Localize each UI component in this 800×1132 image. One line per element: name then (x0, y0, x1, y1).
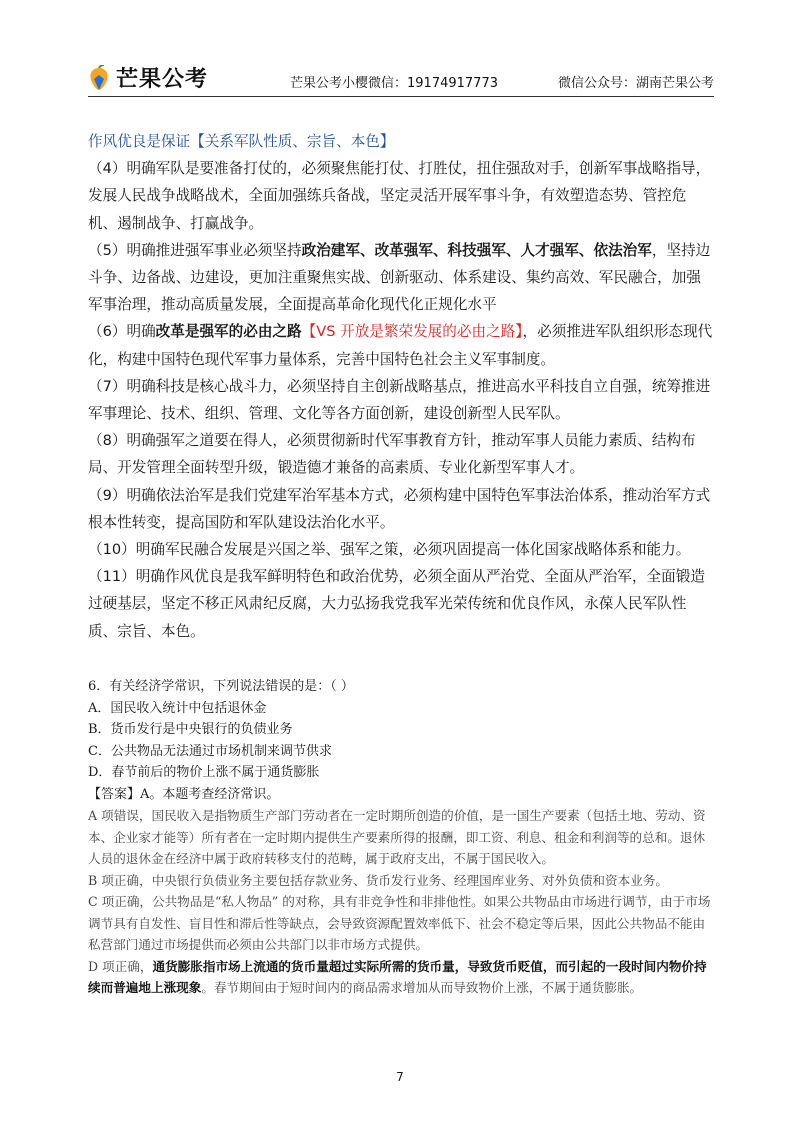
contact-wechat-id: 芒果公考小樱微信：19174917773 (290, 76, 498, 91)
paragraph-intro: 作风优良是保证【关系军队性质、宗旨、本色】 (88, 133, 395, 150)
red-compare-note: 【VS 开放是繁荣发展的必由之路】 (301, 323, 523, 341)
paragraph-8: （8）明确强军之道要在得人，必须贯彻新时代军事教育方针，推动军事人员能力素质、结构布局、开发管理全面转型升级，锻造德才兼备的高素质、专业化新型军事人才。 (88, 432, 696, 477)
question-6 (88, 676, 714, 999)
answer-line: 【答案】A。本题考查经济常识。 (88, 786, 280, 802)
page-number: 7 (396, 1070, 404, 1084)
mango-logo-icon (88, 65, 110, 91)
page-header (88, 62, 714, 96)
bold-definition: 通货膨胀指市场上流通的货币量超过实际所需的货币量，导致货币贬值，而引起的一段时间内物价持续而普遍地上涨现象 (88, 958, 707, 995)
explanation-b: B 项正确，中央银行负债业务主要包括存款业务、货币发行业务、经理国库业务、对外负债和资本业务。 (88, 872, 668, 888)
option-d: D．春节前后的物价上涨不属于通货膨胀 (88, 765, 320, 780)
option-c: C．公共物品无法通过市场机制来调节供求 (88, 743, 332, 759)
explanation-d: D 项正确，通货膨胀指市场上流通的货币量超过实际所需的货币量，导致货币贬值，而引起的一段时间内物价持续而普遍地上涨现象。春节期间由于短时间内的商品需求增加从而导致物价上涨，不属于通货膨胀。 (88, 958, 707, 995)
paragraph-4: （4）明确军队是要准备打仗的，必须聚焦能打仗、打胜仗，扭住强敌对手，创新军事战略指导，发展人民战争战略战术，全面加强练兵备战，坚定灵活开展军事斗争，有效塑造态势、管控危机、遏制战争、打赢战争。 (88, 160, 711, 232)
option-b: B．货币发行是中央银行的负债业务 (88, 722, 293, 737)
paragraph-7: （7）明确科技是核心战斗力，必须坚持自主创新战略基点，推进高水平科技自立自强，统筹推进军事理论、技术、组织、管理、文化等各方面创新，建设创新型人民军队。 (88, 377, 711, 423)
logo-text: 芒果公考 (116, 67, 209, 92)
explanation-c: C 项正确，公共物品是“私人物品” 的对称，具有非竞争性和非排他性。如果公共物品由市场进行调节，由于市场调节具有自发性、盲目性和滞后性等缺点，会导致资源配置效率低下、社会不稳定等后果，因此公共物品不能由私营部门通过市场提供而必须由公共部门以非市场方式提供。 (88, 894, 711, 952)
wechat-public-account: 微信公众号：湖南芒果公考 (557, 76, 714, 91)
bold-keywords: 政治建军、改革强军、科技强军、人才强军、依法治军 (301, 241, 652, 259)
header-divider (88, 96, 714, 97)
paragraph-11: （11）明确作风优良是我军鲜明特色和政治优势，必须全面从严治党、全面从严治军，全面锻造过硬基层，坚定不移正风肃纪反腐，大力弘扬我党我军光荣传统和优良作风，永葆人民军队性质、宗旨、本色。 (88, 568, 705, 640)
paragraph-5: （5）明确推进强军事业必须坚持政治建军、改革强军、科技强军、人才强军、依法治军，坚持边斗争、边备战、边建设，更加注重聚焦实战、创新驱动、体系建设、集约高效、军民融合，加强军事治理，推动高质量发展，全面提高革命化现代化正规化水平 (88, 241, 711, 314)
military-theory-section (88, 128, 714, 645)
option-a: A．国民收入统计中包括退休金 (88, 700, 267, 716)
brand-logo (88, 62, 208, 93)
bracket-note: 【关系军队性质、宗旨、本色】 (190, 133, 395, 150)
paragraph-6: （6）明确改革是强军的必由之路【VS 开放是繁荣发展的必由之路】，必须推进军队组织形态现代化，构建中国特色现代军事力量体系，完善中国特色社会主义军事制度。 (88, 323, 713, 368)
question-stem: 6．有关经济学常识，下列说法错误的是：（ ） (88, 679, 354, 694)
paragraph-10: （10）明确军民融合发展是兴国之举、强军之策，必须巩固提高一体化国家战略体系和能力。 (88, 541, 691, 559)
explanation-a: A 项错误，国民收入是指物质生产部门劳动者在一定时期所创造的价值，是一国生产要素（包括土地、劳动、资本、企业家才能等）所有者在一定时期内提供生产要素所得的报酬，即工资、利息、租金和利润等的总和。退休人员的退休金在经济中属于政府转移支付的范畴，属于政府支出，不属于国民收入。 (88, 808, 706, 866)
bold-keywords: 改革是强军的必由之路 (155, 323, 302, 341)
paragraph-9: （9）明确依法治军是我们党建军治军基本方式，必须构建中国特色军事法治体系，推动治军方式根本性转变，提高国防和军队建设法治化水平。 (88, 486, 711, 531)
